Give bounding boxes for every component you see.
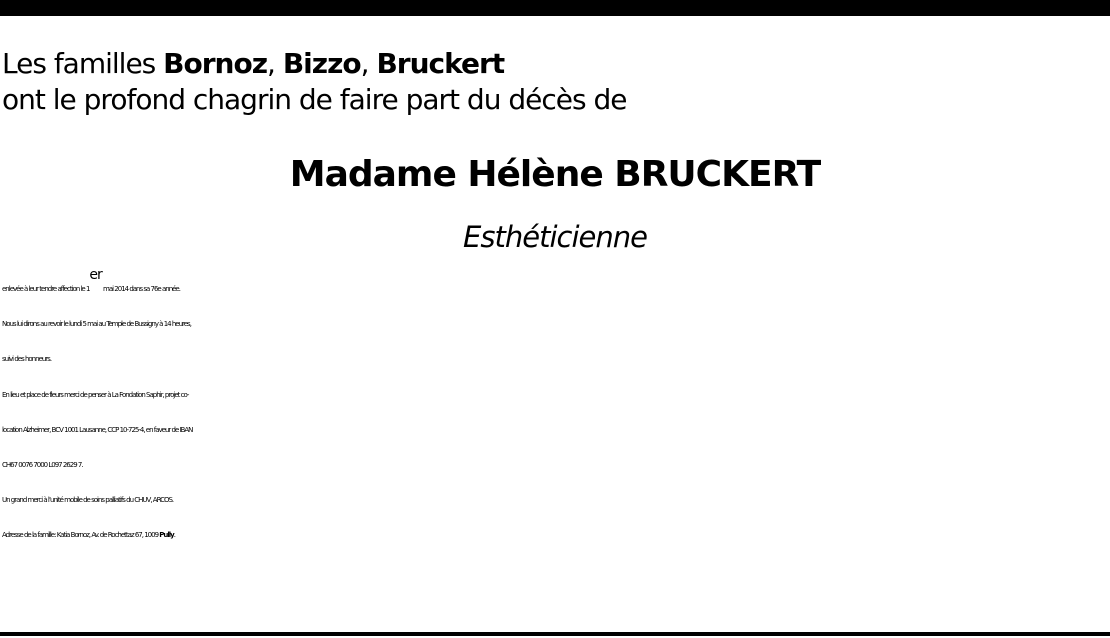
intro-separator: , <box>360 47 377 80</box>
deceased-profession: Esthéticienne <box>463 220 647 254</box>
notice-body <box>2 267 1108 554</box>
family-name-bruckert: Bruckert <box>376 47 505 80</box>
body-text: mai 2014 dans sa 76e année. <box>101 285 180 293</box>
intro-text <box>2 46 1102 118</box>
body-text: enlevée à leur tendre affection le 1 <box>2 285 90 293</box>
body-line <box>2 267 1108 307</box>
body-line: CH67 0076 7000 L097 2629 7. <box>2 461 83 470</box>
body-line: Un grand merci à l’unité mobile de soins palliatifs du CHUV, ARCOS. <box>2 496 174 505</box>
family-name-bornoz: Bornoz <box>163 47 268 80</box>
body-line-address <box>2 518 1108 553</box>
body-line: suivi des honneurs. <box>2 355 52 364</box>
top-rule <box>0 0 1110 16</box>
intro-prefix: Les familles <box>2 47 164 80</box>
address-text: . <box>173 531 175 540</box>
intro-separator: , <box>267 47 283 80</box>
family-name-bizzo: Bizzo <box>282 47 361 80</box>
address-text: Adresse de la famille: Katia Bornoz, Av. de Rochettaz 67, 1009 <box>2 531 160 540</box>
intro-line-announcement: ont le profond chagrin de faire part du décès de <box>2 83 627 116</box>
body-line: Nous lui dirons au revoir le lundi 5 mai au Temple de Bussigny à 14 heures, <box>2 320 191 329</box>
deceased-name: Madame Hélène BRUCKERT <box>289 154 821 195</box>
bottom-rule <box>0 632 1110 636</box>
ordinal-superscript: er <box>89 267 102 283</box>
address-city: Pully <box>159 531 174 540</box>
body-line: En lieu et place de fleurs merci de penser à La Fondation Saphir, projet co- <box>2 390 189 399</box>
intro-line-families <box>2 46 1102 82</box>
body-line: location Alzheimer, BCV 1001 Lausanne, CCP 10-725-4, en faveur de IBAN <box>2 425 193 434</box>
